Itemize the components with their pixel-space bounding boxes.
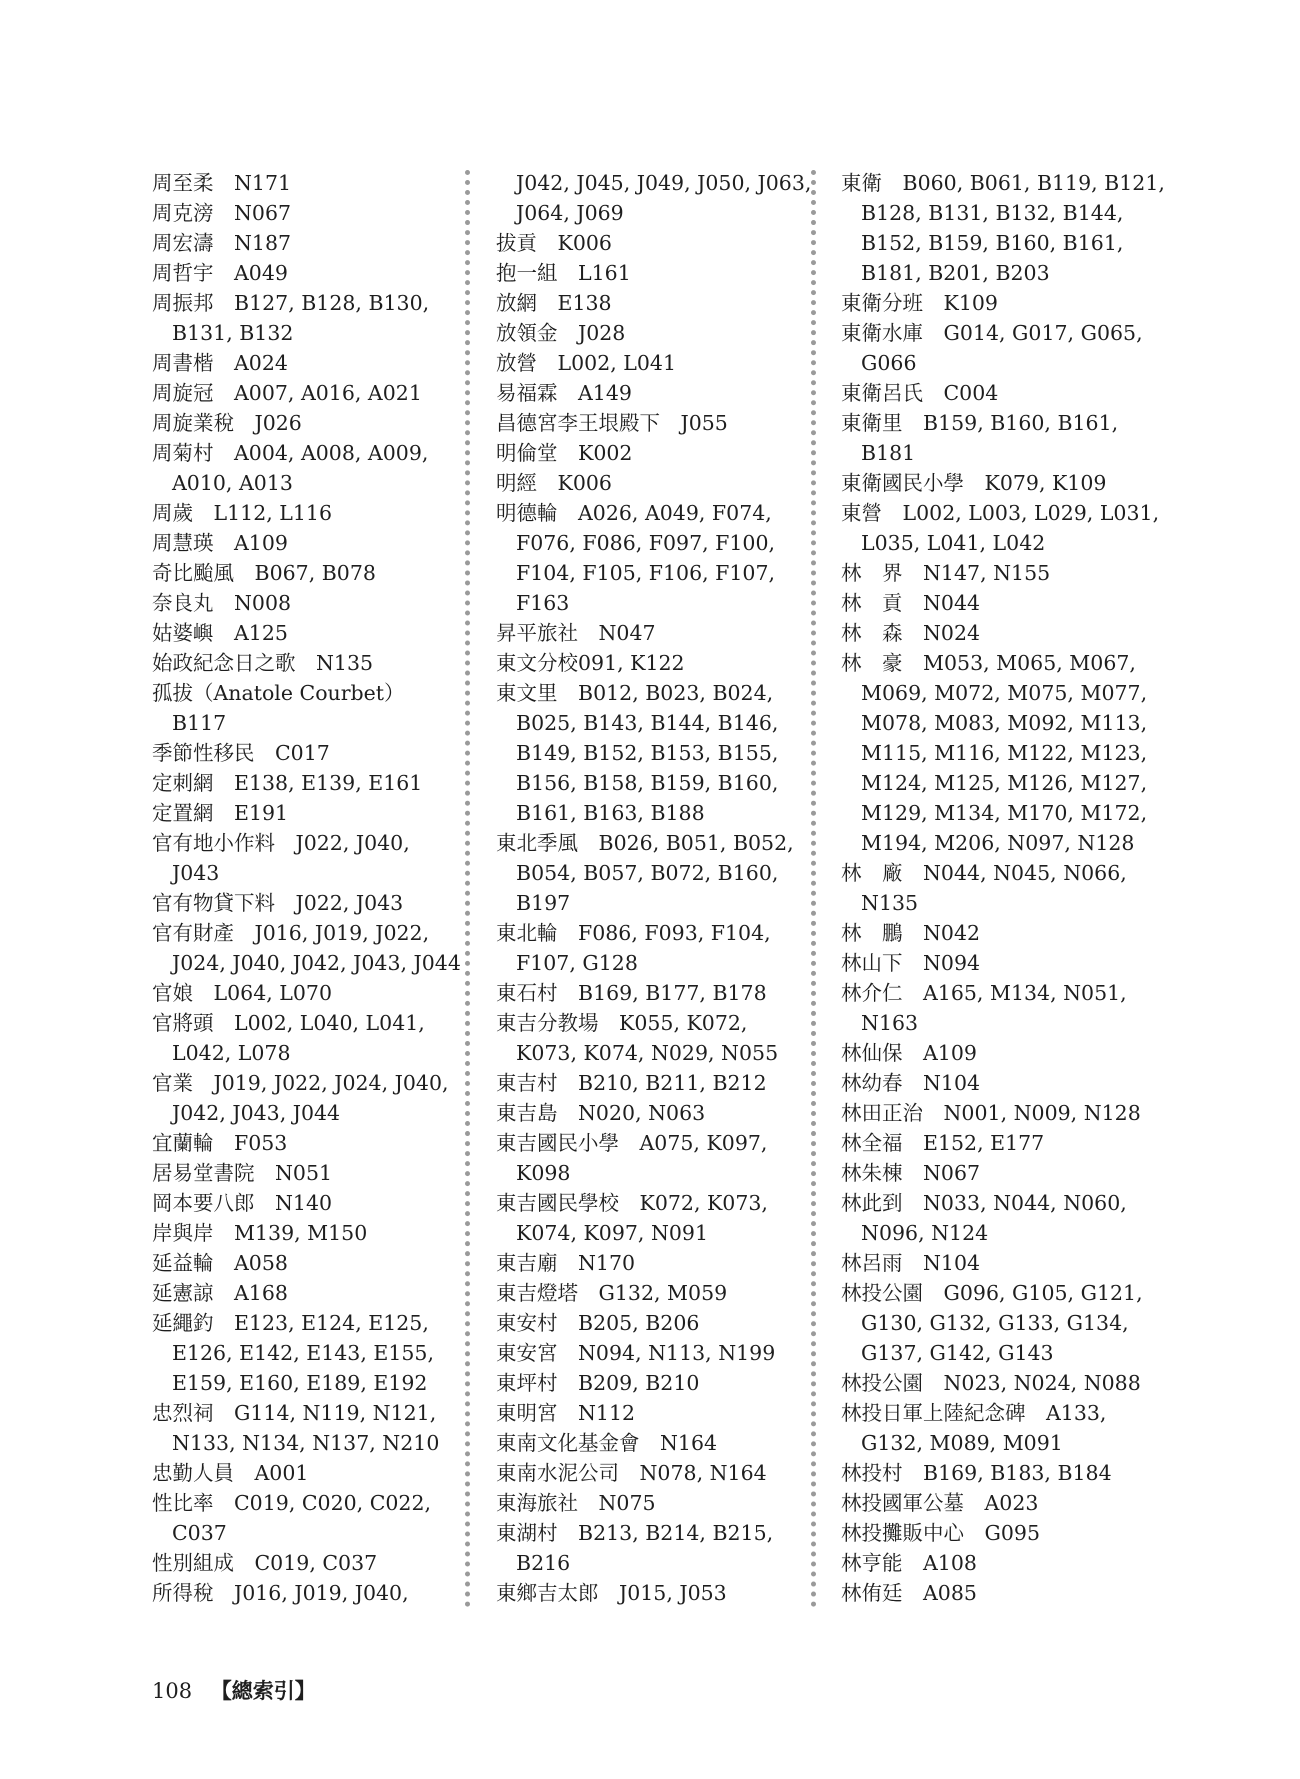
index-entry: 東衛里 B159, B160, B161, [841,411,1119,435]
index-entry: 岡本要八郎 N140 [152,1191,333,1215]
index-entry-continuation: G132, M089, M091 [861,1431,1063,1455]
section-title: 【總索引】 [210,1678,316,1703]
index-entry: 奇比颱風 B067, B078 [152,561,376,585]
index-entry: 性比率 C019, C020, C022, [152,1491,432,1515]
index-entry: 周旋業稅 J026 [152,411,302,435]
index-entry-continuation: N096, N124 [861,1221,989,1245]
index-entry: 周歲 L112, L116 [152,501,333,525]
index-entry: 林投公園 N023, N024, N088 [841,1371,1141,1395]
index-entry-continuation: N135 [861,891,919,915]
index-column-1 [152,168,461,1608]
index-entry-continuation: F107, G128 [516,951,638,975]
index-entry-continuation: A010, A013 [172,471,293,495]
index-entry-continuation: J064, J069 [516,201,624,225]
index-entry: 性別組成 C019, C037 [152,1551,378,1575]
index-entry-continuation: F163 [516,591,570,615]
index-entry: 東吉燈塔 G132, M059 [496,1281,728,1305]
index-entry: 周旋冠 A007, A016, A021 [152,381,422,405]
index-entry: 明德輪 A026, A049, F074, [496,501,772,525]
index-entry: 東安宮 N094, N113, N199 [496,1341,776,1365]
index-entry: 東湖村 B213, B214, B215, [496,1521,774,1545]
index-entry: 延益輪 A058 [152,1251,288,1275]
index-entry: 始政紀念日之歌 N135 [152,651,374,675]
index-entry: 昌德宮李王垠殿下 J055 [496,411,728,435]
index-entry: 東南文化基金會 N164 [496,1431,718,1455]
index-entry-continuation: M115, M116, M122, M123, [861,741,1148,765]
index-entry-continuation: B216 [516,1551,571,1575]
index-entry: 周菊村 A004, A008, A009, [152,441,429,465]
index-entry: 東吉廟 N170 [496,1251,636,1275]
index-entry: 東吉島 N020, N063 [496,1101,706,1125]
index-entry: 林山下 N094 [841,951,981,975]
index-entry: 官有物貸下料 J022, J043 [152,891,404,915]
index-entry: 東海旅社 N075 [496,1491,656,1515]
index-entry: 易福霖 A149 [496,381,632,405]
index-entry: 官將頭 L002, L040, L041, [152,1011,425,1035]
index-entry: 明倫堂 K002 [496,441,633,465]
index-entry-continuation: B054, B057, B072, B160, [516,861,779,885]
page-footer [152,1676,316,1706]
index-entry: 東北季風 B026, B051, B052, [496,831,794,855]
index-entry: 林幼春 N104 [841,1071,981,1095]
index-entry-continuation: N133, N134, N137, N210 [172,1431,440,1455]
index-entry: 林 廠 N044, N045, N066, [841,861,1127,885]
index-entry-continuation: B152, B159, B160, B161, [861,231,1124,255]
index-entry: 奈良丸 N008 [152,591,292,615]
index-entry: 林投村 B169, B183, B184 [841,1461,1112,1485]
index-entry: 東坪村 B209, B210 [496,1371,700,1395]
index-entry: 官業 J019, J022, J024, J040, [152,1071,449,1095]
index-entry-continuation: M069, M072, M075, M077, [861,681,1148,705]
index-entry: 周克滂 N067 [152,201,292,225]
index-entry: 抱一組 L161 [496,261,631,285]
index-entry: 周哲宇 A049 [152,261,288,285]
index-entry-continuation: B161, B163, B188 [516,801,705,825]
index-entry: 東石村 B169, B177, B178 [496,981,767,1005]
index-entry: 林朱棟 N067 [841,1161,981,1185]
index-entry: 東文里 B012, B023, B024, [496,681,774,705]
index-entry: 林 貢 N044 [841,591,981,615]
index-entry: 林呂雨 N104 [841,1251,981,1275]
index-entry: 林介仁 A165, M134, N051, [841,981,1127,1005]
index-entry: 林投公園 G096, G105, G121, [841,1281,1143,1305]
index-entry: 林侑廷 A085 [841,1581,977,1605]
index-entry-continuation: M129, M134, M170, M172, [861,801,1148,825]
index-entry-continuation: G066 [861,351,917,375]
index-entry-continuation: B025, B143, B144, B146, [516,711,779,735]
index-entry: 放營 L002, L041 [496,351,677,375]
index-entry: 東吉國民小學 A075, K097, [496,1131,768,1155]
index-entry: 定置網 E191 [152,801,289,825]
index-entry: 宜蘭輪 F053 [152,1131,288,1155]
index-entry: 季節性移民 C017 [152,741,330,765]
index-column-3 [841,168,1165,1608]
index-entry-continuation: K074, K097, N091 [516,1221,709,1245]
index-entry: 忠勤人員 A001 [152,1461,309,1485]
index-entry: 周至柔 N171 [152,171,292,195]
index-entry-continuation: M078, M083, M092, M113, [861,711,1148,735]
index-entry: 東吉分教場 K055, K072, [496,1011,748,1035]
index-entry: 林 鵬 N042 [841,921,981,945]
index-entry-continuation: B181 [861,441,916,465]
index-entry: 定刺網 E138, E139, E161 [152,771,423,795]
index-entry-continuation: J042, J045, J049, J050, J063, [516,171,812,195]
index-entry: 忠烈祠 G114, N119, N121, [152,1401,437,1425]
index-entry: 林 森 N024 [841,621,981,645]
index-entry-continuation: K073, K074, N029, N055 [516,1041,779,1065]
index-entry: 周慧瑛 A109 [152,531,288,555]
index-entry: 林 豪 M053, M065, M067, [841,651,1136,675]
index-entry-continuation: B117 [172,711,227,735]
column-divider [811,170,816,1608]
index-entry: 周書楷 A024 [152,351,288,375]
index-entry: 東衛分班 K109 [841,291,998,315]
index-entry-continuation: K098 [516,1161,571,1185]
index-entry-continuation: L035, L041, L042 [861,531,1046,555]
index-entry-continuation: B181, B201, B203 [861,261,1050,285]
index-entry: 東明宮 N112 [496,1401,636,1425]
index-entry-continuation: F076, F086, F097, F100, [516,531,776,555]
index-entry: 東衛呂氏 C004 [841,381,999,405]
index-entry-continuation: L042, L078 [172,1041,291,1065]
index-entry: 延憲諒 A168 [152,1281,288,1305]
index-entry: 林田正治 N001, N009, N128 [841,1101,1141,1125]
page-number: 108 [152,1679,193,1703]
index-entry: 林全福 E152, E177 [841,1131,1045,1155]
index-entry: 東吉村 B210, B211, B212 [496,1071,767,1095]
index-entry: 林投日軍上陸紀念碑 A133, [841,1401,1107,1425]
index-entry: 放領金 J028 [496,321,626,345]
index-entry: 東南水泥公司 N078, N164 [496,1461,767,1485]
index-entry: 姑婆嶼 A125 [152,621,288,645]
index-entry-continuation: E126, E142, E143, E155, [172,1341,434,1365]
index-entry: 周宏濤 N187 [152,231,292,255]
index-entry-continuation: J042, J043, J044 [172,1101,341,1125]
index-entry-continuation: B131, B132 [172,321,294,345]
index-entry: 東營 L002, L003, L029, L031, [841,501,1160,525]
index-entry-continuation: J024, J040, J042, J043, J044 [172,951,461,975]
index-entry: 東衛國民小學 K079, K109 [841,471,1107,495]
index-entry: 林 界 N147, N155 [841,561,1051,585]
index-entry: 拔貢 K006 [496,231,612,255]
index-entry: 官娘 L064, L070 [152,981,333,1005]
index-entry-continuation: G130, G132, G133, G134, [861,1311,1129,1335]
index-entry: 東吉國民學校 K072, K073, [496,1191,768,1215]
index-entry-continuation: B128, B131, B132, B144, [861,201,1124,225]
index-entry: 官有地小作料 J022, J040, [152,831,410,855]
column-divider [465,170,470,1608]
index-entry-continuation: M194, M206, N097, N128 [861,831,1135,855]
index-entry: 昇平旅社 N047 [496,621,656,645]
index-entry: 林投國軍公墓 A023 [841,1491,1039,1515]
index-entry: 所得稅 J016, J019, J040, [152,1581,409,1605]
index-entry: 明經 K006 [496,471,612,495]
index-entry: 林投攤販中心 G095 [841,1521,1041,1545]
index-entry: 放網 E138 [496,291,612,315]
index-entry-continuation: C037 [172,1521,227,1545]
index-entry: 孤拔（Anatole Courbet） [152,681,405,705]
index-entry: 官有財產 J016, J019, J022, [152,921,430,945]
index-entry-continuation: F104, F105, F106, F107, [516,561,776,585]
index-entry-continuation: B156, B158, B159, B160, [516,771,779,795]
index-entry: 東安村 B205, B206 [496,1311,700,1335]
index-entry: 東衛水庫 G014, G017, G065, [841,321,1143,345]
index-entry: 東衛 B060, B061, B119, B121, [841,171,1165,195]
index-entry: 延繩釣 E123, E124, E125, [152,1311,429,1335]
index-entry: 居易堂書院 N051 [152,1161,333,1185]
index-entry: 林此到 N033, N044, N060, [841,1191,1127,1215]
index-entry-continuation: M124, M125, M126, M127, [861,771,1148,795]
index-entry-continuation: J043 [172,861,220,885]
index-entry: 東文分校091, K122 [496,651,685,675]
index-entry: 周振邦 B127, B128, B130, [152,291,430,315]
index-entry-continuation: G137, G142, G143 [861,1341,1054,1365]
index-entry-continuation: N163 [861,1011,919,1035]
index-entry: 東鄉吉太郎 J015, J053 [496,1581,727,1605]
index-entry: 岸與岸 M139, M150 [152,1221,368,1245]
index-entry-continuation: E159, E160, E189, E192 [172,1371,428,1395]
index-column-2 [496,168,812,1608]
index-entry: 東北輪 F086, F093, F104, [496,921,771,945]
index-entry: 林亨能 A108 [841,1551,977,1575]
index-entry-continuation: B197 [516,891,571,915]
index-entry-continuation: B149, B152, B153, B155, [516,741,779,765]
index-entry: 林仙保 A109 [841,1041,977,1065]
